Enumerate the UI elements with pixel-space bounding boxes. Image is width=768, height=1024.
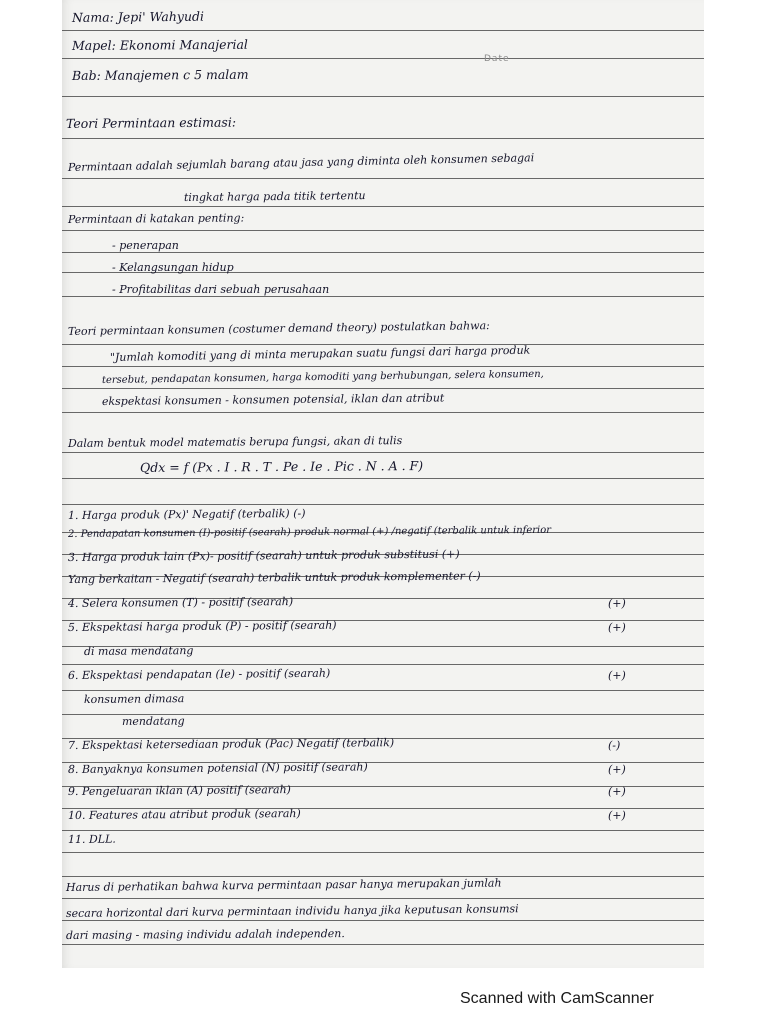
ruled-line: [62, 366, 704, 367]
factor-item: 2. Pendapatan konsumen (I)-positif (searah) produk normal (+) /negatif (terbalik untuk inferior: [67, 524, 552, 540]
closing-line: dari masing - masing individu adalah independen.: [65, 927, 345, 942]
ruled-line: [62, 206, 704, 207]
factor-item: 3. Harga produk lain (Px)- positif (searah) untuk produk substitusi (+): [67, 547, 460, 564]
penting-item: - Profitabilitas dari sebuah perusahaan: [112, 283, 330, 296]
ruled-line: [62, 296, 704, 297]
header-mapel: Mapel: Ekonomi Manajerial: [71, 36, 248, 53]
ruled-line: [62, 944, 704, 945]
camscanner-watermark: Scanned with CamScanner: [460, 990, 654, 1007]
header-bab: Bab: Manajemen c 5 malam: [71, 66, 249, 83]
ruled-line: [62, 852, 704, 853]
factor-sign: (+): [608, 669, 626, 682]
factor-item: 1. Harga produk (Px)' Negatif (terbalik) (-): [67, 506, 306, 522]
demand-formula: Qdx = f (Px . I . R . T . Pe . Ie . Pic . N . A . F): [139, 458, 424, 475]
ruled-line: [62, 478, 704, 479]
teori-konsumen-line: ekspektasi konsumen - konsumen potensial, iklan dan atribut: [101, 391, 445, 408]
penting-heading: Permintaan di katakan penting:: [67, 211, 245, 226]
closing-line: secara horizontal dari kurva permintaan individu hanya jika keputusan konsumsi: [65, 902, 519, 920]
closing-line: Harus di perhatikan bahwa kurva permintaan pasar hanya merupakan jumlah: [65, 876, 502, 894]
factor-sign: (+): [608, 809, 626, 822]
factor-item: 8. Banyaknya konsumen potensial (N) positif (searah): [67, 760, 368, 776]
ruled-line: [62, 920, 704, 921]
ruled-line: [62, 830, 704, 831]
ruled-line: [62, 664, 704, 665]
ruled-line: [62, 452, 704, 453]
teori-konsumen-line: "Jumlah komoditi yang di minta merupakan suatu fungsi dari harga produk: [109, 343, 531, 364]
notebook-page: [62, 0, 704, 968]
factor-item: 10. Features atau atribut produk (searah): [67, 806, 301, 822]
factor-item: 6. Ekspektasi pendapatan (Ie) - positif (searah): [67, 666, 331, 682]
ruled-line: [62, 138, 704, 139]
page-date-label: Date: [484, 54, 510, 64]
ruled-line: [62, 690, 704, 691]
teori-konsumen-line: Teori permintaan konsumen (costumer demand theory) postulatkan bahwa:: [67, 319, 490, 338]
factor-item: di masa mendatang: [83, 644, 194, 658]
factor-item: 7. Ekspektasi ketersediaan produk (Pac) Negatif (terbalik): [67, 736, 395, 752]
factor-item: 11. DLL.: [67, 832, 116, 846]
factor-sign: (+): [608, 597, 626, 610]
model-line: Dalam bentuk model matematis berupa fungsi, akan di tulis: [67, 434, 403, 450]
ruled-line: [62, 504, 704, 505]
ruled-line: [62, 96, 704, 97]
teori-konsumen-line: tersebut, pendapatan konsumen, harga komoditi yang berhubungan, selera konsumen,: [101, 368, 544, 386]
factor-sign: (+): [608, 621, 626, 634]
penting-item: - penerapan: [112, 239, 179, 252]
paragraph1-line1: Permintaan adalah sejumlah barang atau jasa yang diminta oleh konsumen sebagai: [67, 151, 535, 174]
factor-item: 4. Selera konsumen (T) - positif (searah): [67, 595, 294, 610]
ruled-line: [62, 252, 704, 253]
factor-item: mendatang: [121, 714, 185, 728]
factor-item: 9. Pengeluaran iklan (A) positif (searah): [67, 783, 292, 798]
factor-sign: (+): [608, 785, 626, 798]
ruled-line: [62, 388, 704, 389]
ruled-line: [62, 58, 704, 59]
section-heading: Teori Permintaan estimasi:: [65, 114, 237, 131]
penting-item: - Kelangsungan hidup: [112, 261, 234, 274]
ruled-line: [62, 898, 704, 899]
ruled-line: [62, 344, 704, 345]
factor-sign: (-): [608, 739, 621, 752]
ruled-line: [62, 230, 704, 231]
factor-item: 5. Ekspektasi harga produk (P) - positif (searah): [67, 618, 337, 634]
ruled-line: [62, 178, 704, 179]
ruled-line: [62, 412, 704, 413]
factor-item: konsumen dimasa: [83, 692, 185, 706]
header-nama: Nama: Jepi' Wahyudi: [71, 8, 205, 25]
paragraph1-line2: tingkat harga pada titik tertentu: [183, 189, 366, 204]
factor-item: Yang berkaitan - Negatif (searah) terbalik untuk produk komplementer (-): [67, 569, 481, 586]
ruled-line: [62, 30, 704, 31]
factor-sign: (+): [608, 763, 626, 776]
